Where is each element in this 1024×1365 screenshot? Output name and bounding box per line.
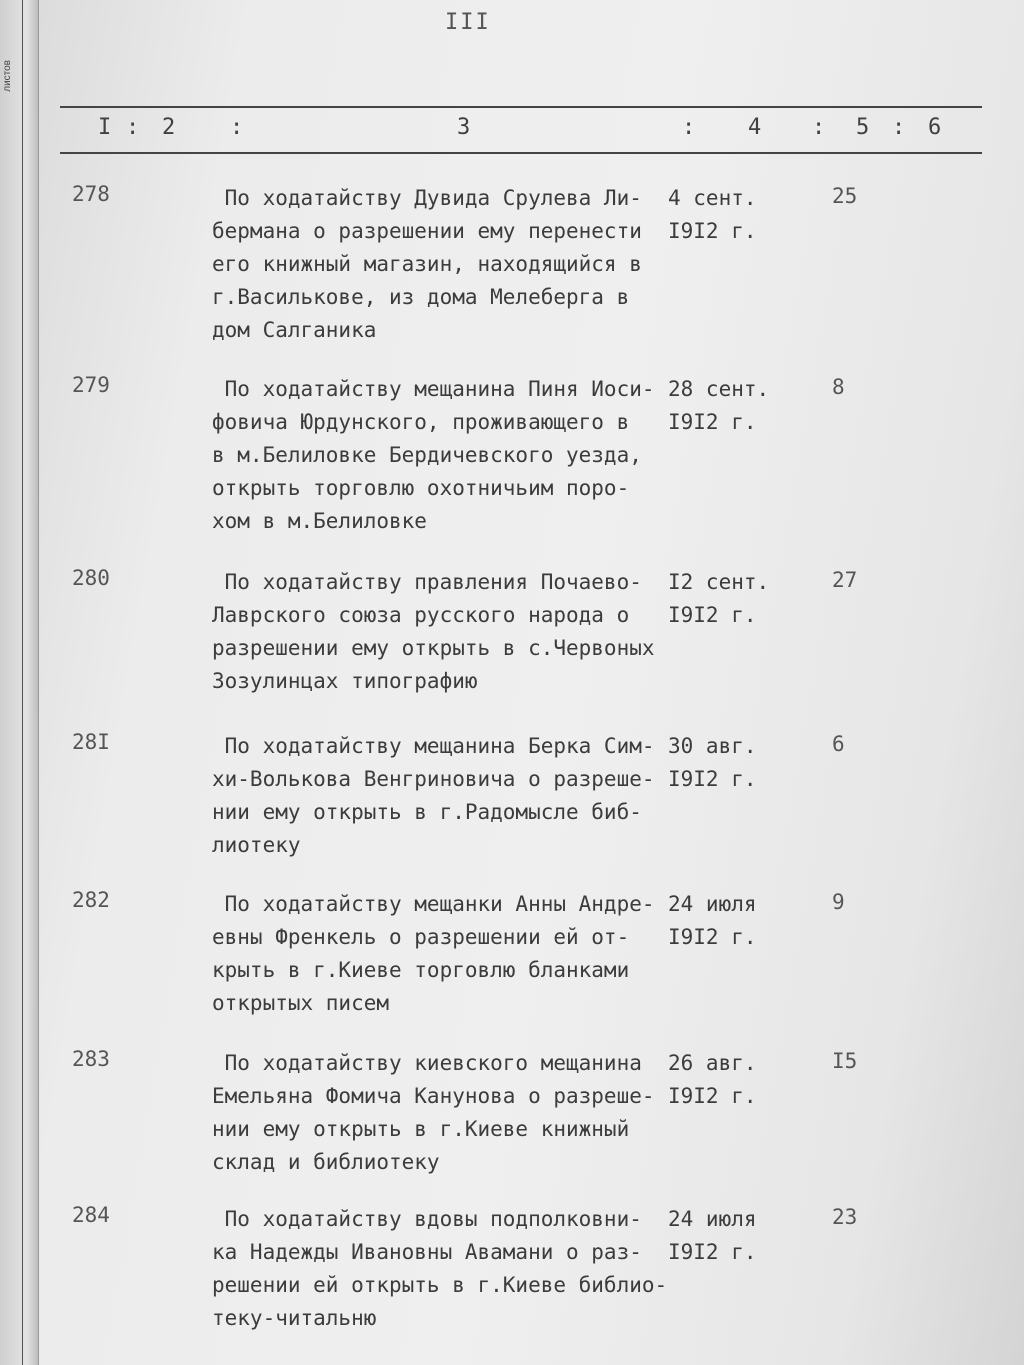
- entry-description: По ходатайству мещанки Анны Андре- евны Френкель о разрешении ей от- крыть в г.Киеве торговлю бланками открытых писем: [212, 892, 655, 1015]
- entry-description: По ходатайству мещанина Берка Сим- хи-Волькова Венгриновича о разреше- нии ему открыть в г.Радомысле биб- лиотеку: [212, 734, 655, 857]
- entry-sheet-count: 6: [832, 732, 845, 756]
- entry-number: 283: [72, 1047, 110, 1071]
- column-header-separator: :: [682, 115, 696, 140]
- column-header-6: 6: [928, 115, 942, 140]
- column-header-2: 2: [162, 115, 176, 140]
- entry-date: 4 сент. I9I2 г.: [668, 186, 757, 243]
- binding-line: [22, 0, 23, 1365]
- column-header-separator: :: [230, 115, 244, 140]
- entry-sheet-count: 23: [832, 1205, 858, 1229]
- entry-sheet-count: 25: [832, 184, 858, 208]
- entry-sheet-count: I5: [832, 1049, 858, 1073]
- entry-date: I2 сент. I9I2 г.: [668, 570, 770, 627]
- entry-number: 280: [72, 566, 110, 590]
- column-header-5: 5: [856, 115, 870, 140]
- entry-description: По ходатайству правления Почаево- Лаврского союза русского народа о разрешении ему открыть в с.Червоных Зозулинцах типографию: [212, 570, 655, 693]
- binding-label: листов: [2, 60, 13, 92]
- entry-date: 24 июля I9I2 г.: [668, 892, 757, 949]
- entry-number: 282: [72, 888, 110, 912]
- entry-sheet-count: 8: [832, 375, 845, 399]
- entry-date: 30 авг. I9I2 г.: [668, 734, 757, 791]
- entry-description: По ходатайству Дувида Срулева Ли- бермана о разрешении ему перенести его книжный магазин, находящийся в г.Василькове, из дома Мелеберга в дом Салганика: [212, 186, 642, 342]
- column-header-1: I: [98, 115, 112, 140]
- entry-date: 26 авг. I9I2 г.: [668, 1051, 757, 1108]
- entry-date: 28 сент. I9I2 г.: [668, 377, 770, 434]
- entry-number: 279: [72, 373, 110, 397]
- column-header-separator: :: [812, 115, 826, 140]
- entry-number: 28I: [72, 730, 110, 754]
- entry-description: По ходатайству киевского мещанина Емельяна Фомича Канунова о разреше- нии ему открыть в г.Киеве книжный склад и библиотеку: [212, 1051, 655, 1174]
- column-header-separator: :: [892, 115, 906, 140]
- header-rule-top: [60, 106, 982, 108]
- binding-strip: [0, 0, 39, 1365]
- entry-description: По ходатайству мещанина Пиня Иоси- фовича Юрдунского, проживающего в в м.Белиловке Бердичевского уезда, открыть торговлю охотничьим поро- хом в м.Белиловке: [212, 377, 655, 533]
- entry-description: По ходатайству вдовы подполковни- ка Надежды Ивановны Авамани о раз- решении ей открыть в г.Киеве библио- теку-читальню: [212, 1207, 668, 1330]
- entry-number: 278: [72, 182, 110, 206]
- column-header-separator: :: [126, 115, 140, 140]
- header-rule-bottom: [60, 152, 982, 154]
- page-number: III: [445, 10, 491, 35]
- column-header-4: 4: [748, 115, 762, 140]
- entry-date: 24 июля I9I2 г.: [668, 1207, 757, 1264]
- column-header-3: 3: [457, 115, 471, 140]
- entry-sheet-count: 27: [832, 568, 858, 592]
- entry-sheet-count: 9: [832, 890, 845, 914]
- entry-number: 284: [72, 1203, 110, 1227]
